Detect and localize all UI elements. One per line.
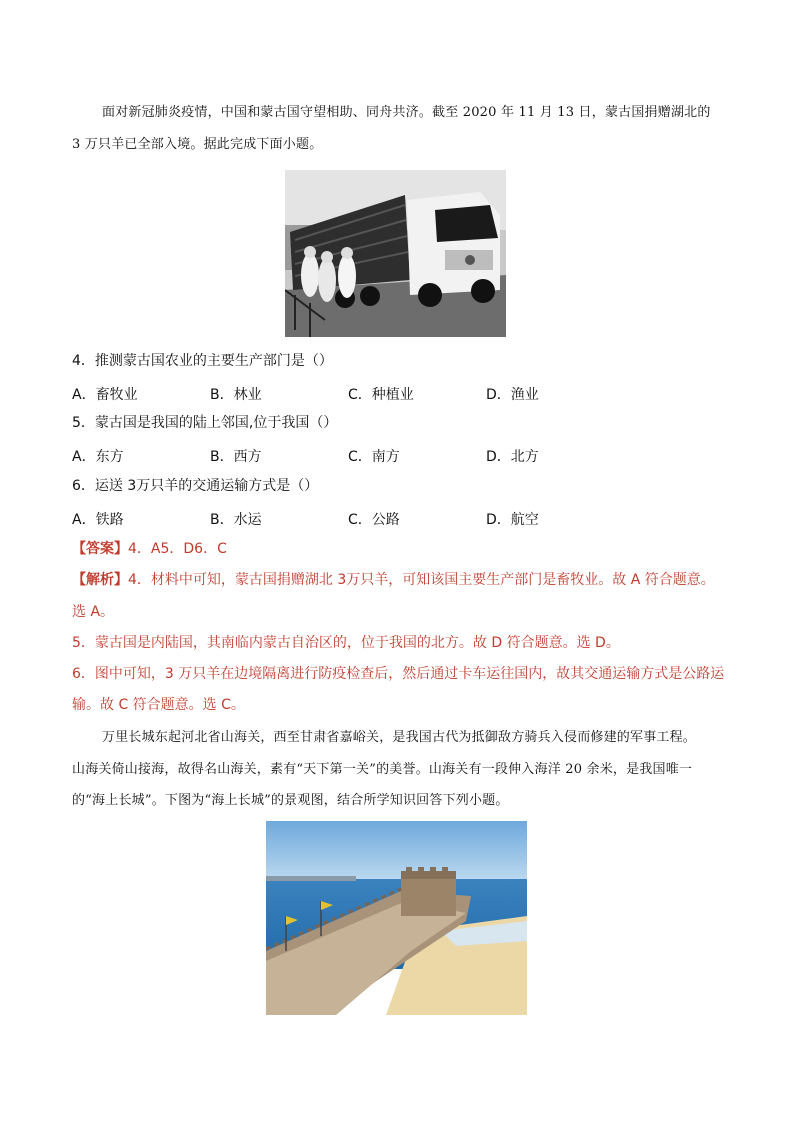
answer-tag: 【答案】 [72,541,128,557]
truck-photo [285,170,506,337]
question-5-stem: 5．蒙古国是我国的陆上邻国,位于我国（） [72,415,338,431]
intro2-line3: 的“海上长城”。下图为“海上长城”的景观图，结合所学知识回答下列小题。 [72,793,509,808]
question-4-stem: 4．推测蒙古国农业的主要生产部门是（） [72,353,333,369]
analysis-line-5: 输。故 C 符合题意。选 C。 [72,697,245,713]
analysis-tag: 【解析】 [72,572,128,588]
intro2-line2: 山海关倚山接海，故得名山海关，素有“天下第一关”的美誉。山海关有一段伸入海洋 20 余米，是我国唯一 [72,762,693,777]
question-4-option-c: C．种植业 [348,387,414,403]
analysis-line-2: 选 A。 [72,604,115,620]
question-6-option-c: C．公路 [348,512,400,528]
intro1-line1: 面对新冠肺炎疫情，中国和蒙古国守望相助、同舟共济。截至 2020 年 11 月 13 日，蒙古国捐赠湖北的 [102,105,711,120]
intro1-line2: 3 万只羊已全部入境。据此完成下面小题。 [72,137,323,152]
question-4-option-d: D．渔业 [486,387,539,403]
intro2-line1: 万里长城东起河北省山海关，西至甘肃省嘉峪关，是我国古代为抵御敌方骑兵入侵而修建的军事工程。 [102,730,697,745]
question-5-option-d: D．北方 [486,449,539,465]
answer-line [72,540,227,558]
question-5-option-c: C．南方 [348,449,400,465]
question-5-option-b: B．西方 [210,449,262,465]
analysis-line-1 [72,571,715,589]
answer-text: 4．A5．D6．C [128,541,227,557]
question-6-option-d: D．航空 [486,512,539,528]
question-4-option-a: A．畜牧业 [72,387,138,403]
great-wall-photo-image [266,821,527,1015]
analysis-text-1: 4．材料中可知，蒙古国捐赠湖北 3万只羊，可知该国主要生产部门是畜牧业。故 A 符合题意。 [128,572,715,588]
question-6-stem: 6．运送 3万只羊的交通运输方式是（） [72,478,319,494]
analysis-line-4: 6．图中可知，3 万只羊在边境隔离进行防疫检查后，然后通过卡车运往国内，故其交通运输方式是公路运 [72,666,725,682]
question-6-option-a: A．铁路 [72,512,124,528]
question-6-option-b: B．水运 [210,512,262,528]
great-wall-photo [266,821,527,1015]
truck-photo-image [285,170,506,337]
question-4-option-b: B．林业 [210,387,262,403]
question-5-option-a: A．东方 [72,449,124,465]
analysis-line-3: 5．蒙古国是内陆国，其南临内蒙古自治区的，位于我国的北方。故 D 符合题意。选 D。 [72,635,620,651]
